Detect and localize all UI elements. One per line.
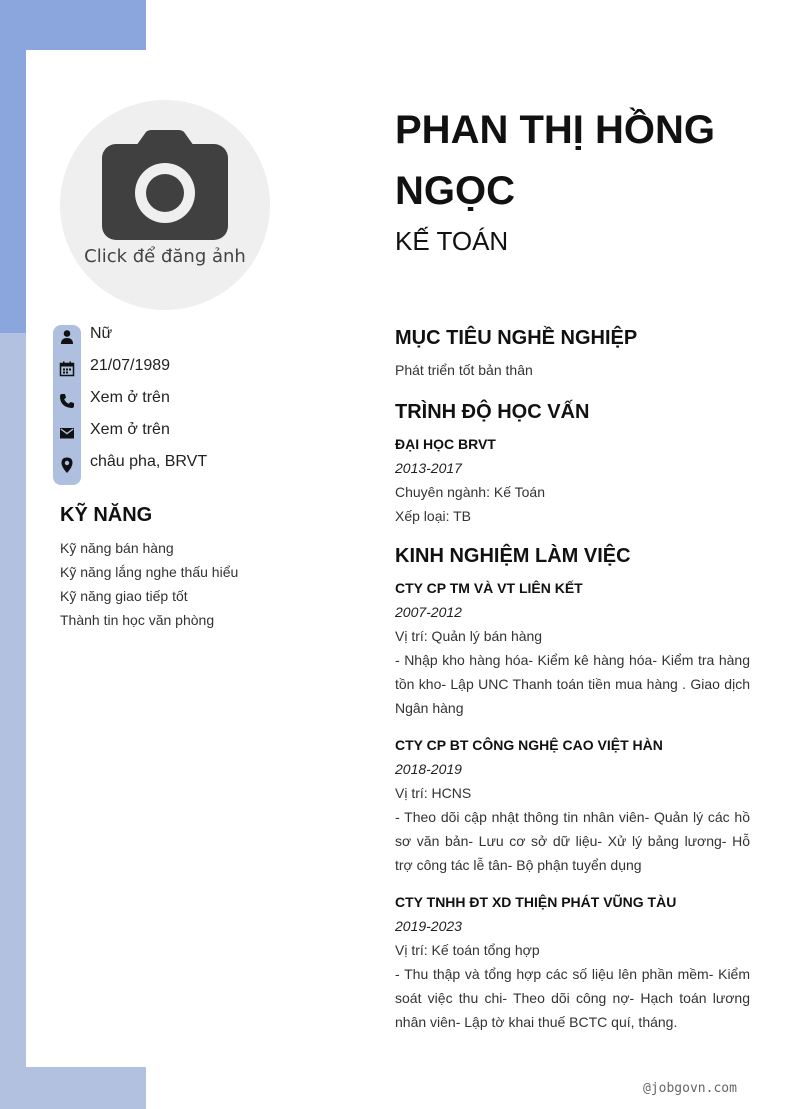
skill-item: Kỹ năng lắng nghe thấu hiểu xyxy=(60,564,239,580)
contact-address-text: châu pha, BRVT xyxy=(90,453,208,470)
objective-section xyxy=(395,327,750,382)
job-position: Vị trí: Kế toán tổng hợp xyxy=(395,942,540,958)
photo-upload-label: Click để đăng ảnh xyxy=(84,246,246,267)
experience-heading: KINH NGHIỆM LÀM VIỆC xyxy=(395,545,631,567)
contact-birthdate xyxy=(53,353,333,385)
job-period: 2018-2019 xyxy=(395,761,462,777)
job-period: 2007-2012 xyxy=(395,604,462,620)
contact-phone-text: Xem ở trên xyxy=(90,389,170,406)
education-rank: Xếp loại: TB xyxy=(395,508,472,524)
experience-entry xyxy=(395,890,750,1034)
contact-email xyxy=(53,417,333,449)
education-heading: TRÌNH ĐỘ HỌC VẤN xyxy=(395,401,590,423)
mail-icon xyxy=(59,425,75,441)
contact-address xyxy=(53,449,333,481)
experience-section xyxy=(395,545,750,1034)
job-period: 2019-2023 xyxy=(395,918,462,934)
contact-birthdate-text: 21/07/1989 xyxy=(90,357,171,374)
camera-icon xyxy=(102,130,228,242)
objective-heading: MỤC TIÊU NGHỀ NGHIỆP xyxy=(395,327,638,349)
footer-watermark: @jobgovn.com xyxy=(643,1081,737,1096)
education-section xyxy=(395,401,750,528)
contact-gender-text: Nữ xyxy=(90,325,113,342)
experience-entry xyxy=(395,733,750,877)
person-icon xyxy=(59,329,75,345)
company-name: CTY CP BT CÔNG NGHỆ CAO VIỆT HÀN xyxy=(395,737,663,753)
contact-email-text: Xem ở trên xyxy=(90,421,170,438)
school-name: ĐẠI HỌC BRVT xyxy=(395,436,496,452)
education-major: Chuyên ngành: Kế Toán xyxy=(395,484,545,500)
candidate-name: PHAN THỊ HỒNG NGỌC xyxy=(395,108,715,213)
contact-phone xyxy=(53,385,333,417)
skill-item: Kỹ năng bán hàng xyxy=(60,540,174,556)
job-description: - Nhập kho hàng hóa- Kiểm kê hàng hóa- Kiểm tra hàng tồn kho- Lập UNC Thanh toán tiền mua hàng . Giao dịch Ngân hàng xyxy=(395,652,750,716)
job-description: - Theo dõi cập nhật thông tin nhân viên- Quản lý các hồ sơ văn bản- Lưu cơ sở dữ liệu- Xử lý bảng lương- Hỗ trợ công tác lễ tân- Bộ phận tuyển dụng xyxy=(395,809,750,873)
skill-item: Kỹ năng giao tiếp tốt xyxy=(60,588,188,604)
job-description: - Thu thập và tổng hợp các số liệu lên phần mềm- Kiểm soát việc thu chi- Theo dõi công nợ- Hạch toán lương nhân viên- Lập tờ khai thuế BCTC quí, tháng. xyxy=(395,966,750,1030)
job-position: Vị trí: Quản lý bán hàng xyxy=(395,628,543,644)
calendar-icon xyxy=(59,361,75,377)
education-period: 2013-2017 xyxy=(395,460,462,476)
skill-item: Thành tin học văn phòng xyxy=(60,612,215,628)
company-name: CTY CP TM VÀ VT LIÊN KẾT xyxy=(395,580,583,596)
experience-entry xyxy=(395,576,750,720)
objective-text: Phát triển tốt bản thân xyxy=(395,362,533,378)
phone-icon xyxy=(59,393,75,409)
job-title: KẾ TOÁN xyxy=(395,226,509,256)
contact-gender xyxy=(53,321,333,353)
skills-heading: KỸ NĂNG xyxy=(60,504,153,526)
job-position: Vị trí: HCNS xyxy=(395,785,472,801)
skills-list xyxy=(60,536,238,632)
location-pin-icon xyxy=(59,457,75,473)
company-name: CTY TNHH ĐT XD THIỆN PHÁT VŨNG TÀU xyxy=(395,894,677,910)
profile-photo-upload[interactable] xyxy=(60,100,270,310)
